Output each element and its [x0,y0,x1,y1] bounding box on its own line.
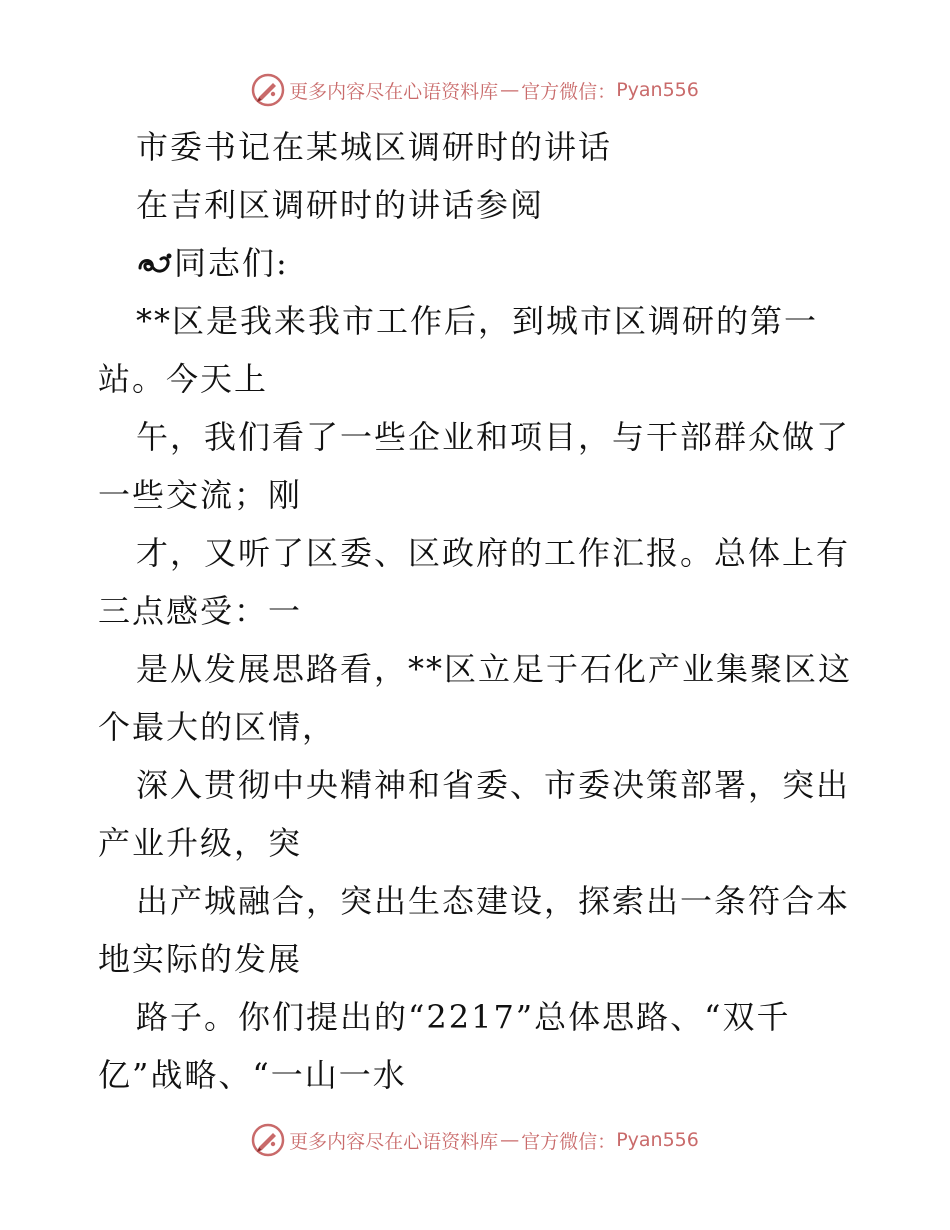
paragraph-line: 三点感受：一 [98,592,303,630]
flourish-icon [136,250,174,278]
title-line: 市委书记在某城区调研时的讲话 [136,128,613,166]
paragraph-line: 午，我们看了一些企业和项目，与干部群众做了 [136,418,851,456]
paragraph-line: 出产城融合，突出生态建设，探索出一条符合本 [136,882,851,920]
paragraph-line: 产业升级，突 [98,824,303,862]
paragraph-line: 个最大的区情， [98,708,337,746]
pen-logo-icon [251,73,285,107]
watermark-text: 更多内容尽在心语资料库 [289,80,499,103]
pen-logo-icon [251,1123,285,1157]
paragraph-line: 深入贯彻中央精神和省委、市委决策部署，突出 [136,766,851,804]
document-body [98,118,858,1104]
watermark-separator: — [500,1129,520,1151]
paragraph-line: 才，又听了区委、区政府的工作汇报。总体上有 [136,534,851,572]
watermark-wechat-id: Pyan556 [616,79,699,101]
watermark-wechat-label: 官方微信： [521,80,617,103]
paragraph-line: 路子。你们提出的“2217”总体思路、“双千 [136,998,791,1036]
paragraph-line: 一些交流；刚 [98,476,303,514]
watermark-wechat-label: 官方微信： [521,1130,617,1153]
watermark-wechat-id: Pyan556 [616,1129,699,1151]
footer-watermark [0,1120,950,1160]
salutation-text: 同志们: [174,244,289,282]
paragraph-line: **区是我来我市工作后，到城市区调研的第一 [136,302,819,340]
paragraph-line: 站。今天上 [98,360,269,398]
salutation-line [98,234,858,292]
paragraph-line: 是从发展思路看，**区立足于石化产业集聚区这 [136,650,853,688]
watermark-text: 更多内容尽在心语资料库 [289,1130,499,1153]
subtitle-line: 在吉利区调研时的讲话参阅 [136,186,545,224]
paragraph-line: 亿”战略、“一山一水 [98,1056,407,1094]
header-watermark [0,70,950,110]
paragraph-line: 地实际的发展 [98,940,303,978]
watermark-separator: — [500,79,520,101]
